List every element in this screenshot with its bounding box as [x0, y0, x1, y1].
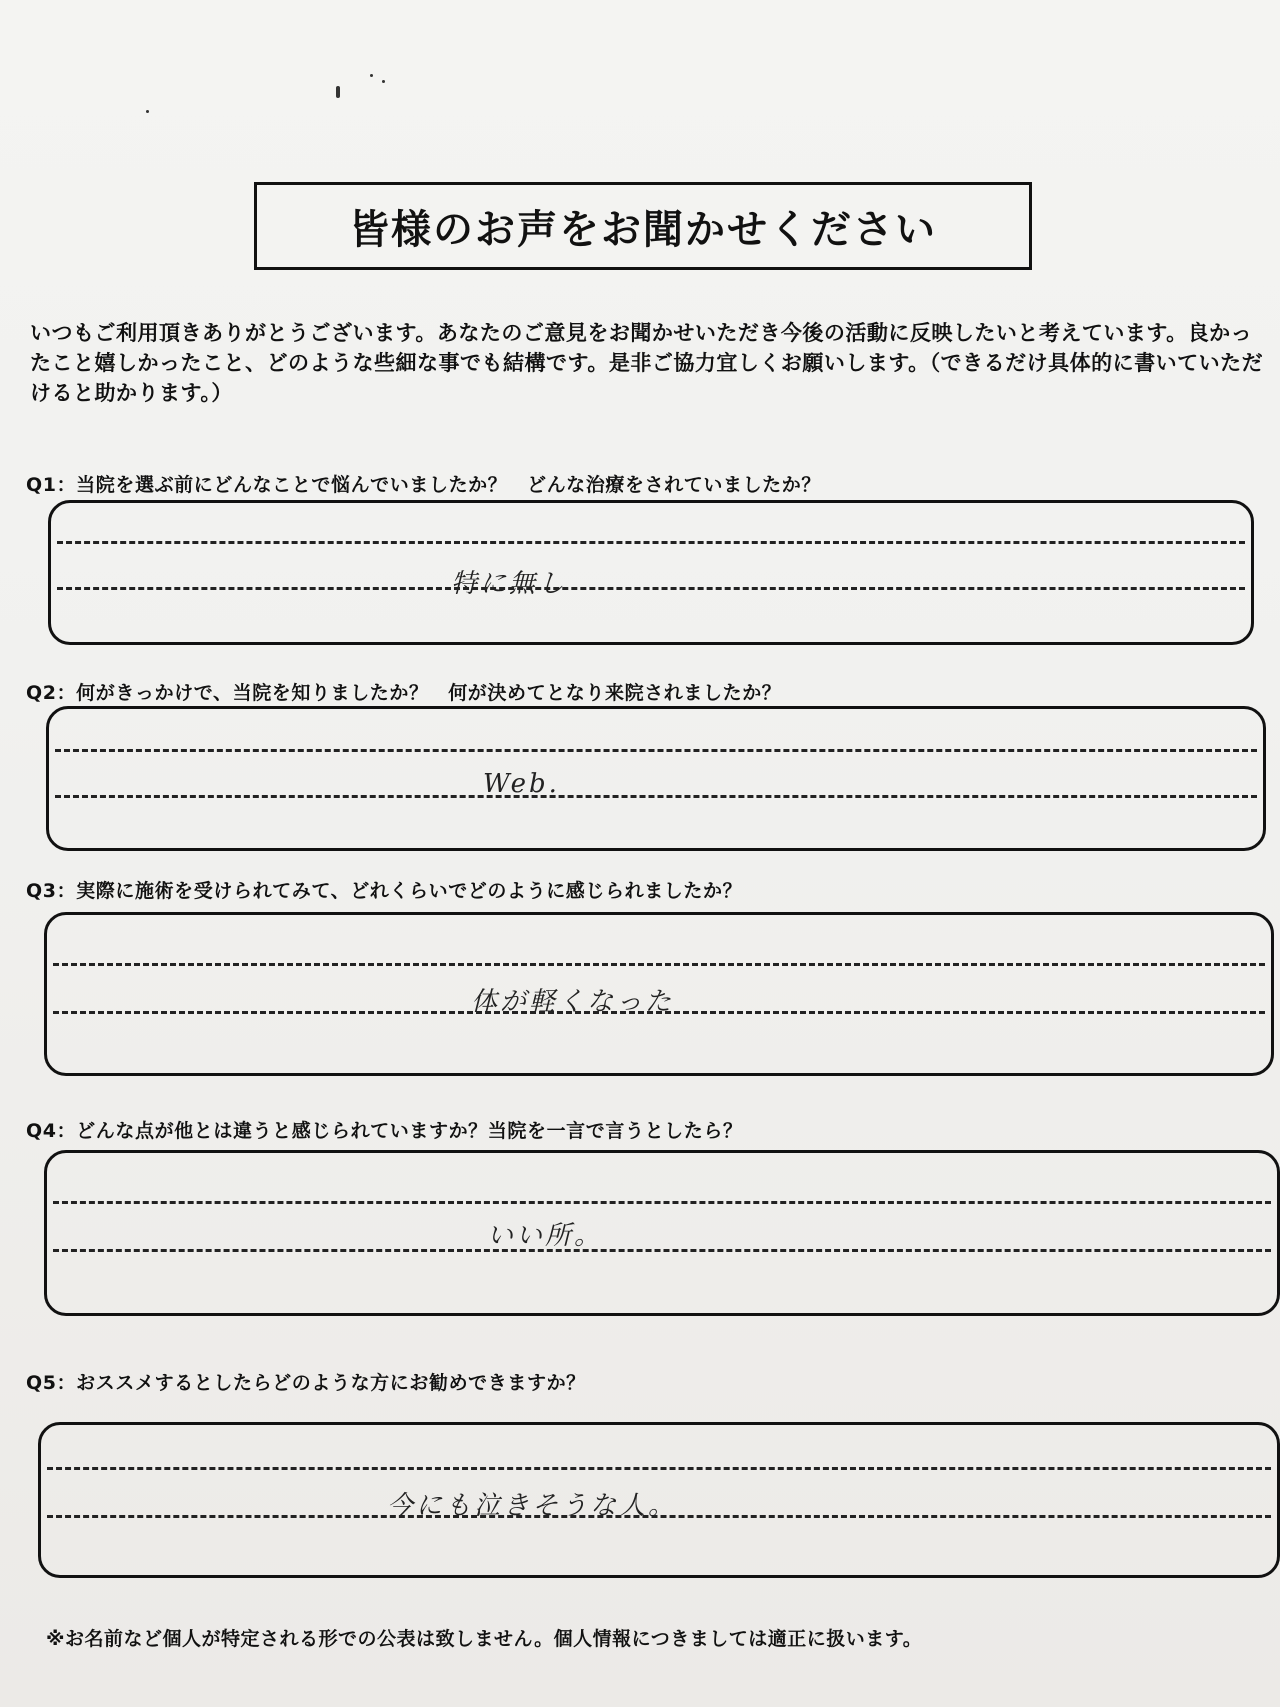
print-speck — [382, 80, 385, 83]
question-3-answer-box — [44, 912, 1274, 1076]
print-speck — [146, 110, 149, 113]
answer-line — [55, 749, 1257, 752]
question-2-answer-box — [46, 706, 1266, 851]
question-3-answer: 体が軽くなった — [471, 987, 675, 1017]
print-speck — [336, 86, 340, 98]
page-title: 皆様のお声をお聞かせください — [349, 206, 937, 253]
question-4-answer: いい所。 — [487, 1221, 604, 1251]
question-1-label: Q1：当院を選ぶ前にどんなことで悩んでいましたか？ どんな治療をされていましたか？ — [26, 474, 821, 496]
question-4-label: Q4：どんな点が他とは違うと感じられていますか？当院を一言で言うとしたら？ — [26, 1120, 743, 1142]
answer-line — [55, 795, 1257, 798]
answer-line — [47, 1467, 1271, 1470]
answer-line — [57, 541, 1245, 544]
question-5-answer: 今にも泣きそうな人。 — [387, 1491, 678, 1521]
answer-line — [53, 1201, 1271, 1204]
question-5-answer-box — [38, 1422, 1280, 1578]
question-3-label: Q3：実際に施術を受けられてみて、どれくらいでどのように感じられましたか？ — [26, 880, 743, 902]
answer-line — [53, 1249, 1271, 1252]
answer-line — [57, 587, 1245, 590]
answer-line — [53, 963, 1265, 966]
print-speck — [370, 74, 373, 77]
title-frame — [254, 182, 1032, 270]
intro-text: いつもご利用頂きありがとうございます。あなたのご意見をお聞かせいただき今後の活動に反映したいと考えています。良かったこと嬉しかったこと、どのような些細な事でも結構です。是非ご協力宜しくお願いします。（できるだけ具体的に書いていただけると助かります。） — [30, 321, 1264, 405]
question-1-answer-box — [48, 500, 1254, 645]
question-2-answer: Web. — [483, 769, 560, 799]
question-4-answer-box — [44, 1150, 1280, 1316]
question-5-label: Q5：おススメするとしたらどのような方にお勧めできますか？ — [26, 1372, 586, 1394]
question-1-answer: 特に無し — [451, 569, 568, 599]
privacy-note: ※お名前など個人が特定される形での公表は致しません。個人情報につきましては適正に扱います。 — [46, 1628, 923, 1650]
question-2-label: Q2：何がきっかけで、当院を知りましたか？ 何が決めてとなり来院されましたか？ — [26, 682, 782, 704]
